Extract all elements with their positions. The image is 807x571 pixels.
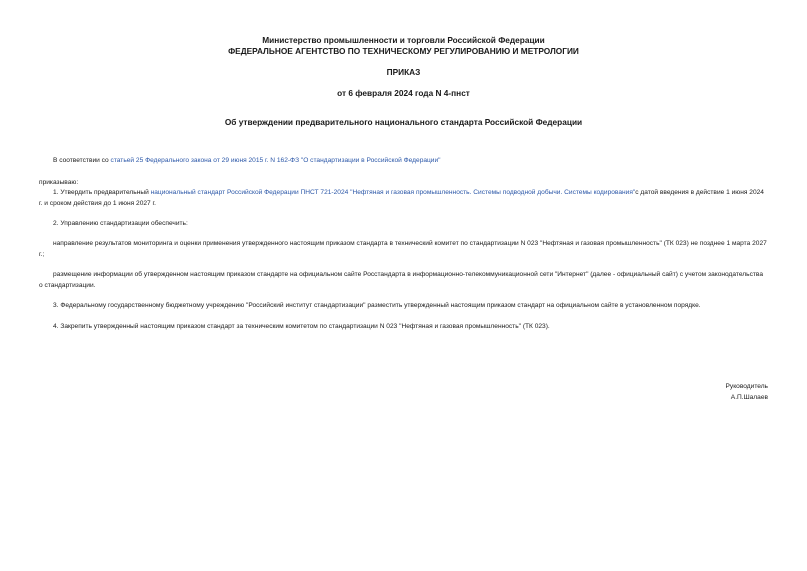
item-4-paragraph: 4. Закрепить утвержденный настоящим приказом стандарт за техническим комитетом по стандартизации N 023 "Нефтяная и газовая промышленность" (ТК 023).	[53, 323, 550, 330]
item-2b-paragraph: размещение информации об утвержденном настоящим приказом стандарте на официальном сайте Росстандарта в информационно-телекоммуникационной сети "Интернет" (далее - официальный сайт) с учетом законодательства о стандартизации.	[39, 271, 763, 289]
agency-name: ФЕДЕРАЛЬНОЕ АГЕНТСТВО ПО ТЕХНИЧЕСКОМУ РЕГУЛИРОВАНИЮ И МЕТРОЛОГИИ	[228, 46, 579, 56]
document-date-number: от 6 февраля 2024 года N 4-пнст	[337, 88, 470, 98]
signature-name: А.П.Шалаев	[730, 394, 768, 401]
order-word: приказываю:	[39, 179, 79, 186]
item-3-paragraph: 3. Федеральному государственному бюджетному учреждению "Российский институт стандартизации" разместить утвержденный настоящим приказом стандарт на официальном сайте в установленном порядке.	[53, 302, 701, 309]
item-1-text-end: с датой введения в действие 1 июня 2024 г. и сроком действия до 1 июня 2027 г.	[39, 189, 764, 207]
ministry-name: Министерство промышленности и торговли Российской Федерации	[262, 35, 545, 45]
federal-law-link[interactable]: статьей 25 Федерального закона от 29 июня 2015 г. N 162-ФЗ "О стандартизации в Российской Федерации"	[110, 157, 441, 164]
item-1-paragraph	[39, 187, 768, 209]
standard-link[interactable]: национальный стандарт Российской Федерации ПНСТ 721-2024 "Нефтяная и газовая промышленность. Системы подводной добычи. Системы кодирования"	[150, 189, 636, 196]
document-type: ПРИКАЗ	[386, 67, 421, 77]
item-2a-paragraph: направление результатов мониторинга и оценки применения утвержденного настоящим приказом стандарта в технический комитет по стандартизации N 023 "Нефтяная и газовая промышленность" (ТК 023) не позднее 1 марта 2027 г.;	[39, 240, 767, 258]
preamble-paragraph	[39, 155, 768, 166]
document-title: Об утверждении предварительного национального стандарта Российской Федерации	[224, 117, 583, 127]
item-2-paragraph: 2. Управлению стандартизации обеспечить:	[53, 220, 188, 227]
signature-position: Руководитель	[725, 383, 768, 390]
item-1-text: 1. Утвердить предварительный	[53, 189, 151, 196]
preamble-text: В соответствии со	[53, 157, 111, 164]
